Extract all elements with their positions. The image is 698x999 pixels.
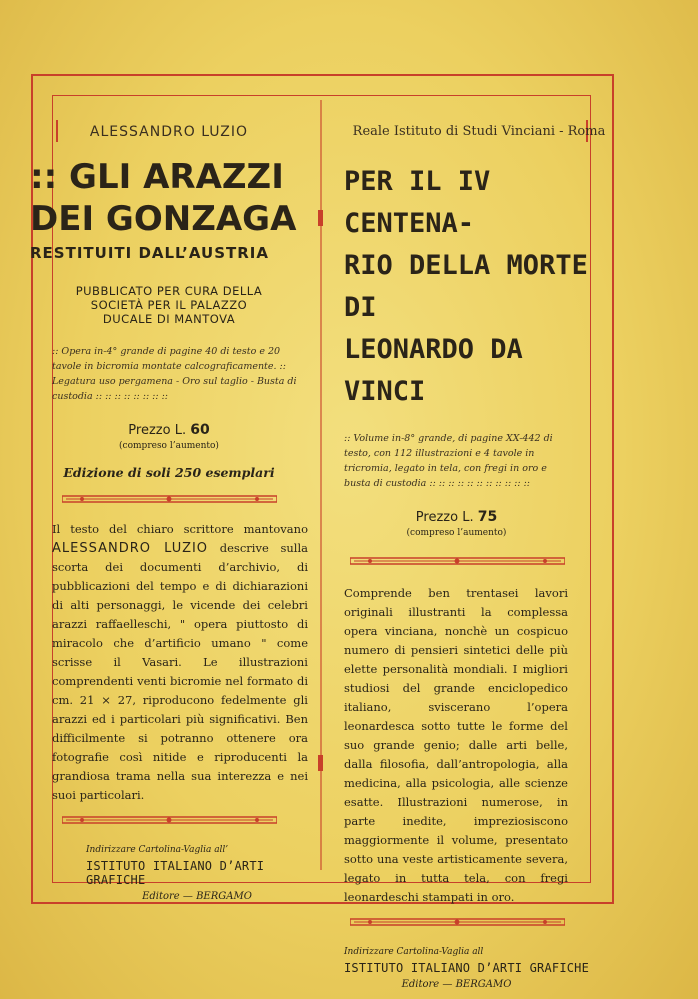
address-note: Indirizzare Cartolina-Vaglia all’ bbox=[86, 845, 229, 855]
subtitle: RESTITUITI DALL’AUSTRIA bbox=[30, 244, 269, 262]
title-line: LEONARDO DA VINCI bbox=[344, 334, 523, 407]
price-value: 60 bbox=[190, 422, 210, 438]
price-value: 75 bbox=[477, 509, 498, 525]
description bbox=[30, 520, 308, 805]
publisher-block bbox=[30, 284, 308, 326]
price-note: (compreso l’aumento) bbox=[406, 528, 507, 538]
price-note: (compreso l’aumento) bbox=[119, 441, 219, 451]
border-mark bbox=[318, 755, 323, 771]
border-mark bbox=[318, 210, 323, 226]
book-details: :: Opera in-4° grande di pagine 40 di testo e 20 tavole in bicromia montate calcograficamente. :: Legatura uso pergamena - Oro sul taglio - Busta di custodia :: :: :: :: :: :: :: :: bbox=[52, 346, 297, 402]
institute-name: Reale Istituto di Studi Vinciani - Roma bbox=[352, 124, 606, 139]
address-city: Editore — BERGAMO bbox=[401, 979, 512, 990]
description-intro: Il testo del chiaro scrittore mantovano bbox=[52, 522, 308, 536]
address-city: Editore — BERGAMO bbox=[142, 891, 252, 902]
ornament-divider bbox=[350, 917, 565, 927]
description-body: descrive sulla scorta dei documenti d’archivio, di pubblicazioni del tempo e di dichiarazioni di alti personaggi, le vicende dei celebri arazzi raffaelleschi, " opera piuttosto di miracolo che d’artificio umano " come scrisse il Vasari. Le illustrazioni comprendenti venti bicromie nel formato di cm. 21 × 27, riproducono fedelmente gli arazzi ed i particolari più significativi. Ben difficilmente si potranno ottenere ora fotografie così nitide e riproducenti la grandiosa trama nella sua interezza e nei suoi particolari. bbox=[52, 541, 308, 802]
address-publisher: ISTITUTO ITALIANO D’ARTI GRAFICHE bbox=[86, 859, 265, 887]
publisher-line: SOCIETÀ PER IL PALAZZO bbox=[90, 298, 248, 312]
title-line: PER IL IV CENTENA- bbox=[344, 166, 491, 239]
price-label: Prezzo L. bbox=[415, 510, 474, 525]
publisher-line: PUBBLICATO PER CURA DELLA bbox=[75, 284, 263, 298]
publisher-line: DUCALE DI MANTOVA bbox=[102, 312, 236, 326]
right-advertisement bbox=[344, 120, 614, 990]
ornament-divider bbox=[350, 556, 565, 566]
address-note: Indirizzare Cartolina-Vaglia all bbox=[344, 947, 484, 957]
book-details: :: Volume in-8° grande, di pagine XX-442 di testo, con 112 illustrazioni e 4 tavole in tricromia, legato in tela, con fregi in oro e busta di custodia :: :: :: :: :: :: :: :: :: :: :: bbox=[344, 433, 553, 489]
left-advertisement bbox=[30, 120, 308, 902]
description: Comprende ben trentasei lavori originali illustranti la complessa opera vinciana, nonchè un cospicuo numero di pensieri sintetici delle più elette personalità mondiali. I migliori studiosi del grande enciclopedico italiano, sviscerano l’opera leonardesca sotto tutte le forme del suo grande genio; dalle arti belle, dalla filosofia, dall’antropologia, alla medicina, alla psicologia, alle scienze esatte. Illustrazioni numerose, in parte inedite, impreziosiscono maggiormente il volume, presentato sotto una veste artisticamente severa, legato in tutta tela, con fregi leonardeschi stampati in oro. bbox=[344, 586, 568, 904]
ornament-divider bbox=[62, 815, 277, 825]
price bbox=[30, 422, 308, 438]
edition-note: Edizione di soli 250 esemplari bbox=[63, 465, 275, 480]
address-publisher: ISTITUTO ITALIANO D’ARTI GRAFICHE bbox=[344, 961, 590, 975]
title-line-1: :: GLI ARAZZI bbox=[30, 157, 284, 197]
title-line: RIO DELLA MORTE DI bbox=[344, 250, 588, 323]
title-line-2: DEI GONZAGA bbox=[30, 199, 297, 239]
author-name: ALESSANDRO LUZIO bbox=[89, 124, 249, 140]
ornament-divider bbox=[62, 494, 277, 504]
title-block bbox=[344, 161, 614, 413]
price-label: Prezzo L. bbox=[128, 423, 187, 438]
description-author: ALESSANDRO LUZIO bbox=[52, 541, 209, 556]
price bbox=[344, 509, 569, 525]
